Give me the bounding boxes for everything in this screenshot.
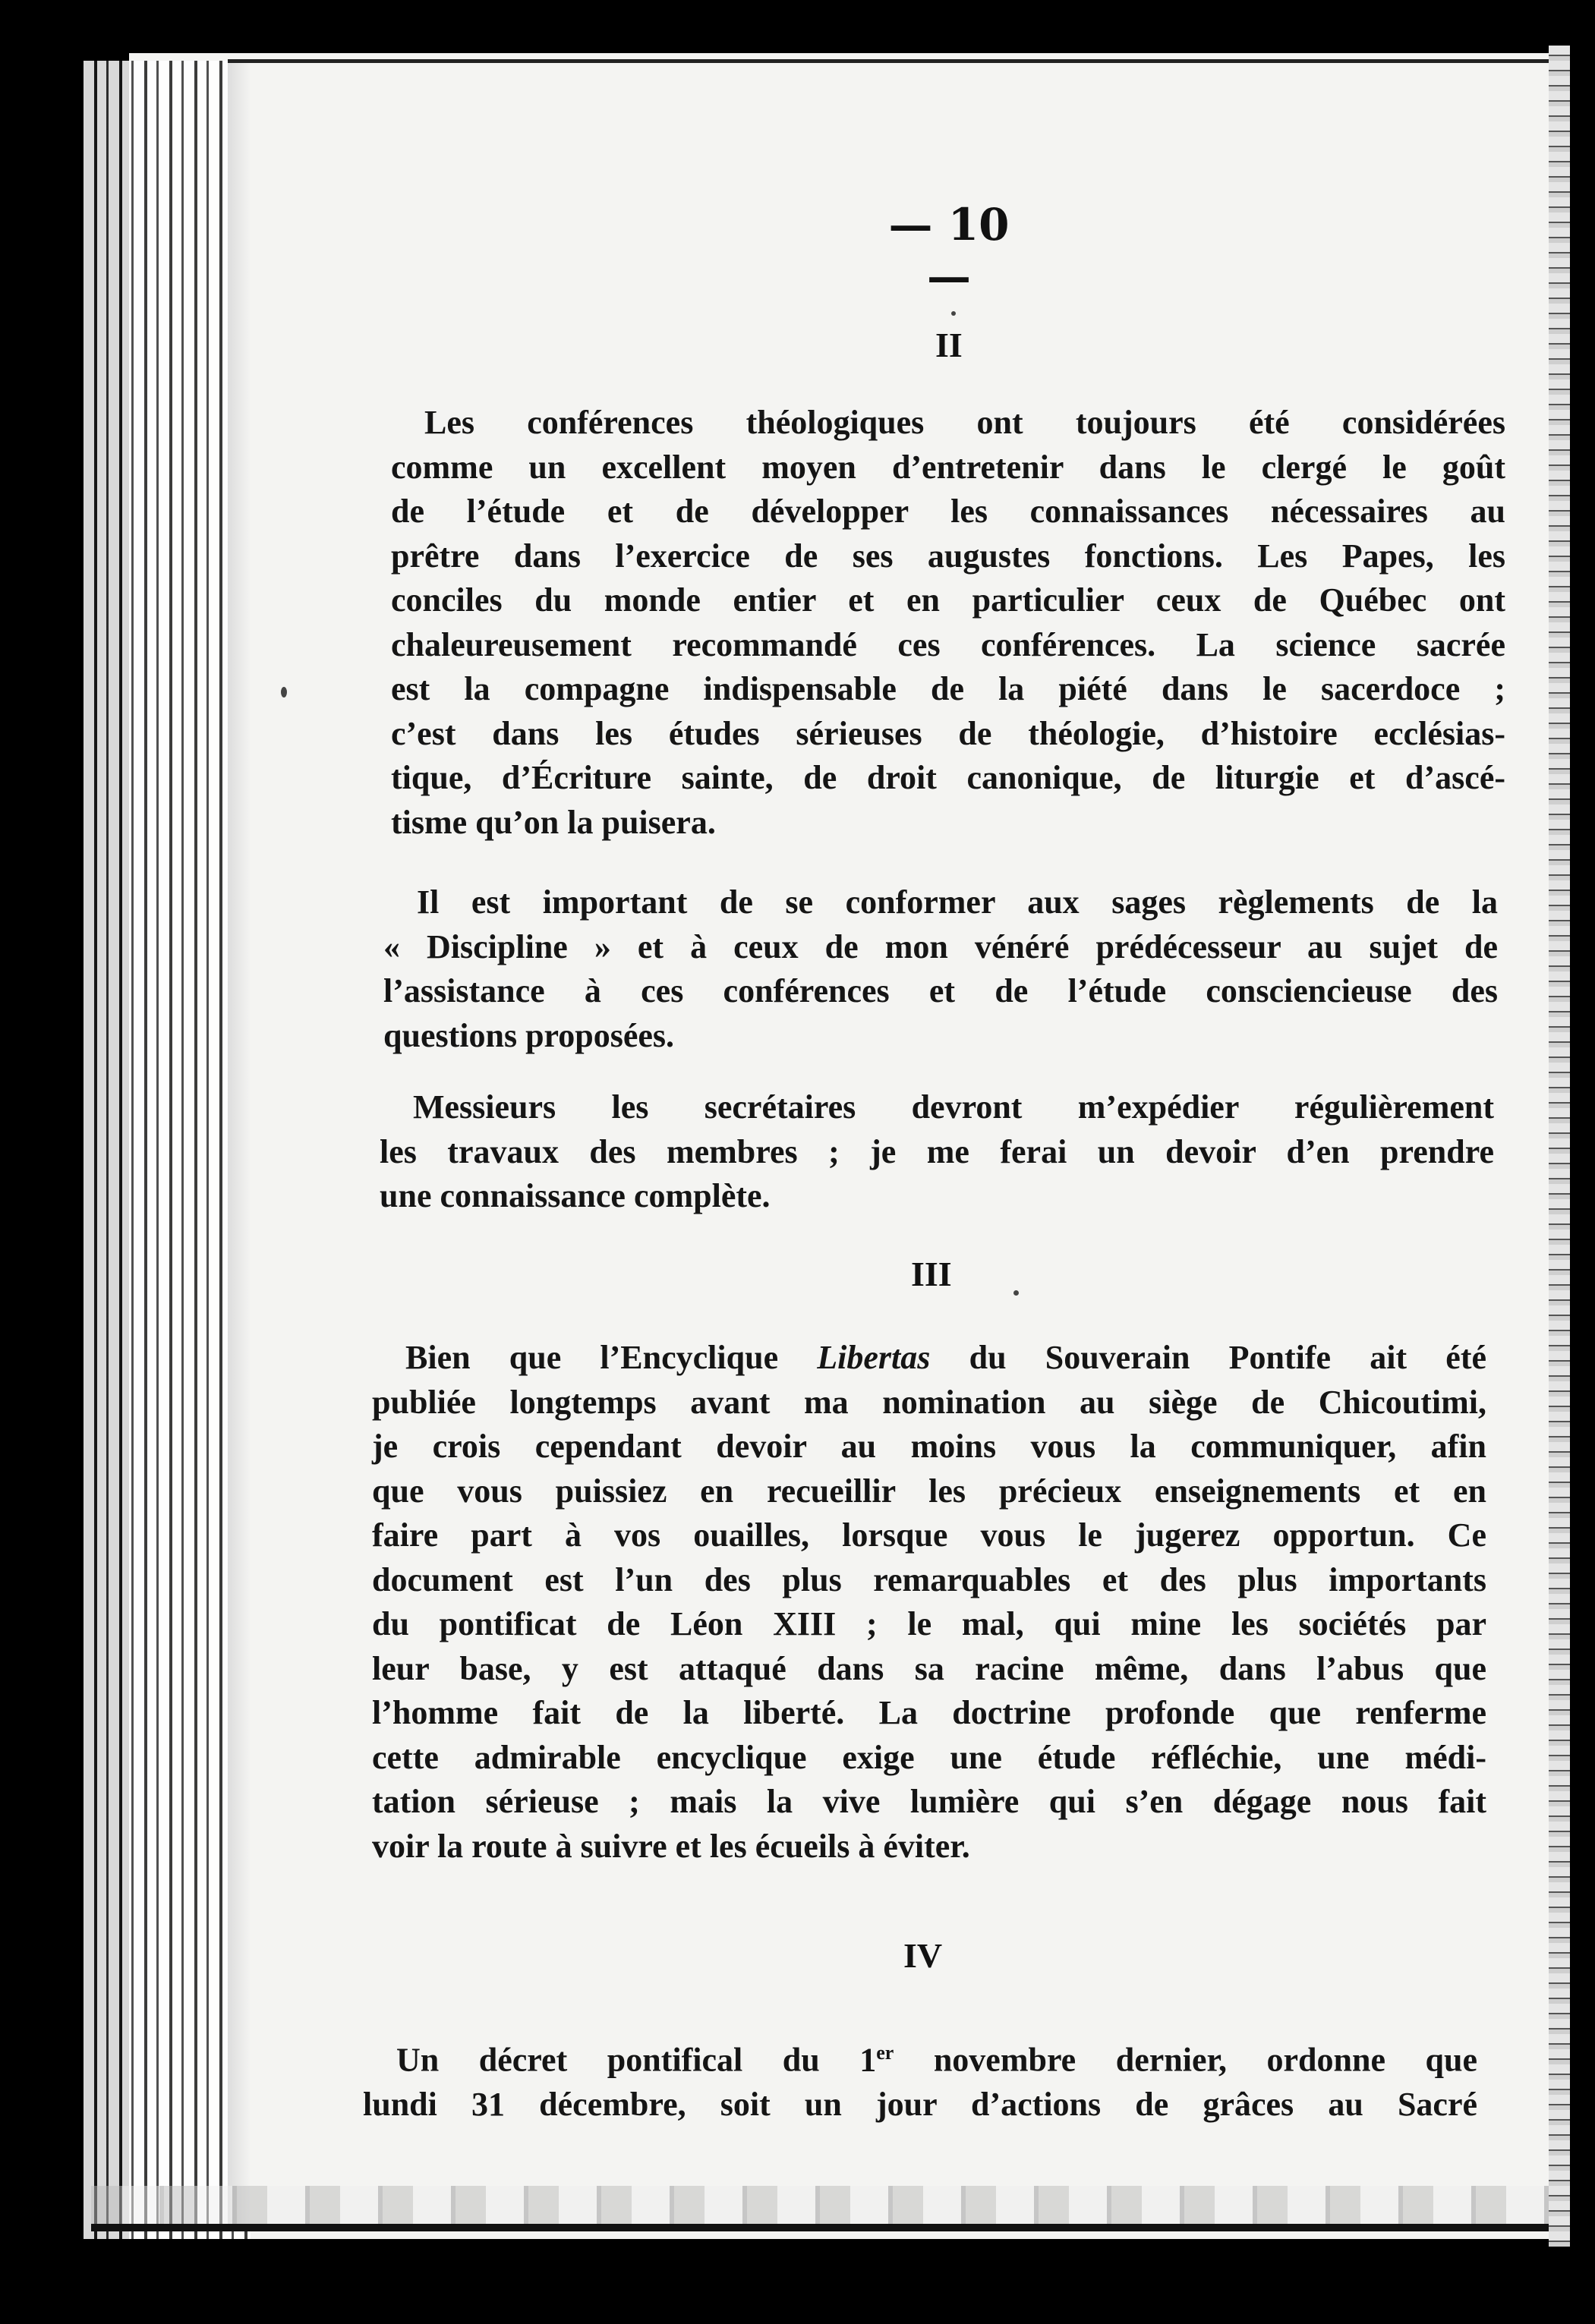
text-line: comme un excellent moyen d’entretenir dans le clergé le goût bbox=[391, 448, 1505, 486]
text-line: tique, d’Écriture sainte, de droit canonique, de liturgie et d’ascé- bbox=[391, 759, 1505, 796]
text-line: faire part à vos ouailles, lorsque vous le jugerez opportun. Ce bbox=[372, 1516, 1486, 1554]
text-run: Bien que l’Encyclique Libertas du Souverain Pontife ait été bbox=[405, 1339, 1486, 1376]
page-edge bbox=[1549, 46, 1570, 2247]
text-line: les travaux des membres ; je me ferai un devoir d’en prendre bbox=[380, 1132, 1494, 1170]
text-line: tisme qu’on la puisera. bbox=[391, 803, 716, 841]
paragraph bbox=[363, 2031, 1477, 2127]
encyclical-title: Libertas bbox=[817, 1339, 931, 1376]
bottom-page-stack bbox=[91, 2186, 1549, 2224]
text-line: document est l’un des plus remarquables et des plus importants bbox=[372, 1560, 1486, 1598]
book-gutter bbox=[84, 61, 251, 2239]
speck bbox=[951, 311, 956, 316]
page-number: — 10 — bbox=[888, 199, 1010, 302]
text-line: l’assistance à ces conférences et de l’étude consciencieuse des bbox=[383, 972, 1498, 1009]
text-line: conciles du monde entier et en particulier ceux de Québec ont bbox=[391, 581, 1505, 619]
text-line bbox=[372, 1336, 1486, 1381]
section-heading-ii: II bbox=[935, 326, 963, 364]
text-line: lundi 31 décembre, soit un jour d’actions de grâces au Sacré bbox=[363, 2086, 1477, 2124]
text-line: prêtre dans l’exercice de ses augustes fonctions. Les Papes, les bbox=[391, 537, 1505, 575]
paragraph bbox=[380, 1085, 1494, 1219]
text-line: questions proposées. bbox=[383, 1016, 675, 1054]
text-line: Un décret pontifical du 1er novembre dernier, ordonne que bbox=[396, 2041, 1477, 2079]
text-line: c’est dans les études sérieuses de théologie, d’histoire ecclésias- bbox=[391, 714, 1505, 752]
text-line: que vous puissiez en recueillir les précieux enseignements et en bbox=[372, 1472, 1486, 1510]
speck bbox=[281, 687, 287, 698]
text-line: voir la route à suivre et les écueils à éviter. bbox=[372, 1827, 970, 1865]
paragraph bbox=[372, 1336, 1486, 1869]
text-line: tation sérieuse ; mais la vive lumière qui s’en dégage nous fait bbox=[372, 1783, 1486, 1820]
text-line: Il est important de se conformer aux sages règlements de la bbox=[417, 883, 1498, 921]
section-heading-iii: III bbox=[911, 1255, 952, 1293]
text-line: publiée longtemps avant ma nomination au siège de Chicoutimi, bbox=[372, 1383, 1486, 1421]
text-line: je crois cependant devoir au moins vous la communiquer, afin bbox=[372, 1428, 1486, 1465]
text-line: cette admirable encyclique exige une étude réfléchie, une médi- bbox=[372, 1738, 1486, 1776]
text-line: chaleureusement recommandé ces conférences. La science sacrée bbox=[391, 625, 1505, 663]
text-line: l’homme fait de la liberté. La doctrine profonde que renferme bbox=[372, 1694, 1486, 1731]
gutter-shadow bbox=[228, 61, 251, 2224]
text-line: Les conférences théologiques ont toujours été considérées bbox=[424, 404, 1505, 441]
bottom-border bbox=[91, 2224, 1549, 2231]
ordinal-superscript: er bbox=[876, 2042, 894, 2064]
text-line: du pontificat de Léon XIII ; le mal, qui mine les sociétés par bbox=[372, 1605, 1486, 1642]
text-line: de l’étude et de développer les connaissances nécessaires au bbox=[391, 493, 1505, 530]
speck bbox=[1013, 1290, 1019, 1296]
text-line: est la compagne indispensable de la piété dans le sacerdoce ; bbox=[391, 670, 1505, 707]
text-line: leur base, y est attaqué dans sa racine même, dans l’abus que bbox=[372, 1649, 1486, 1687]
paragraph bbox=[383, 880, 1498, 1058]
paragraph bbox=[391, 401, 1505, 845]
text-line: une connaissance complète. bbox=[380, 1177, 771, 1214]
section-heading-iv: IV bbox=[903, 1936, 943, 1975]
top-border bbox=[228, 59, 1549, 63]
text-line: « Discipline » et à ceux de mon vénéré prédécesseur au sujet de bbox=[383, 927, 1498, 965]
text-line: Messieurs les secrétaires devront m’expédier régulièrement bbox=[413, 1088, 1494, 1126]
